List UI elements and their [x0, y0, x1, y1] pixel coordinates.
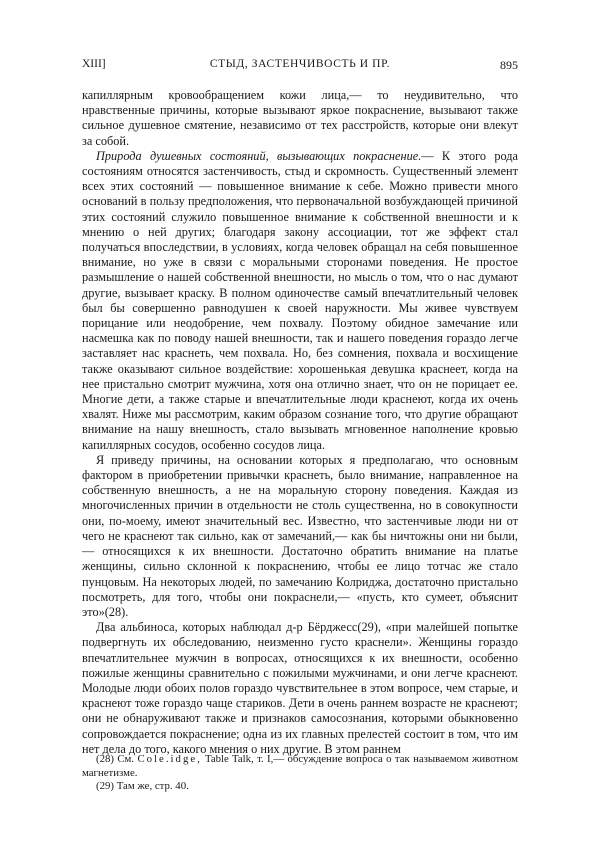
- paragraph-albinos: Два альбиноса, которых наблюдал д-р Бёрджесс(29), «при малейшей попытке подвергнуть их обследованию, неизменно густо краснели». Женщины гораздо впечатлительнее мужчин в вопросах, относящихся к их внешности, особенно пожилые женщины сравнительно с пожилыми мужчинами, и они легче краснеют. Молодые люди обоих полов гораздо чувствительнее в этом вопросе, чем старые, и краснеют тоже гораздо чаще стариков. Дети в очень раннем возрасте не краснеют; они не обнаруживают также и признаков самосознания, которыми обыкновенно сопровождается покраснение; одна из их главных прелестей состоит в том, что им нет дела до того, какого мнения о них другие. В этом раннем: [82, 620, 518, 756]
- footnote-marker: (28): [96, 753, 114, 765]
- footnote-marker: (29): [96, 780, 114, 792]
- paragraph-reasons: Я приведу причины, на основании которых я предполагаю, что основным фактором в приобретении привычки краснеть, было внимание, направленное на собственную внешность, а не на моральную сторону поведения. Каждая из многочисленных причин в отдельности не столь существенна, но в совокупности они, по-моему, имеют значительный вес. Известно, что застенчивые люди ни от чего не краснеют так сильно, как от замечаний,— как бы ничтожны они ни были,— относящихся к их внешности. Достаточно обратить внимание на платье женщины, сильно склонной к покраснению, чтобы ее лицо тотчас же стало пунцовым. На некоторых людей, по замечанию Колриджа, достаточно пристально посмотреть, для того, чтобы они покраснели,— «пусть, кто сумеет, объяснит это»(28).: [82, 452, 518, 619]
- section-heading: Природа душевных состояний, вызывающих покраснение.: [96, 148, 422, 163]
- running-header: [82, 58, 518, 74]
- footnote-author: Cole.idge,: [137, 753, 202, 765]
- body-text: [82, 88, 518, 757]
- footnote-28: (28) См. Cole.idge, Table Talk, т. I,— обсуждение вопроса о так называемом животном магнетизме.: [82, 753, 518, 779]
- paragraph-text: — К этого рода состояниям относятся застенчивость, стыд и скромность. Существенный элемент всех этих состояний — повышенное внимание к себе. Можно привести много оснований в пользу предположения, что первоначальной возбуждающей причиной этих состояний служило повышенное внимание к собственной внешности и к мнению о ней других; благодаря закону ассоциации, тот же эффект стал получаться впоследствии, в условиях, когда человек обращал на себя повышенное внимание, но уже в связи с моральными сторонами поведения. Не простое размышление о нашей собственной внешности, но мысль о том, что о нас думают другие, вызывает краску. В полном одиночестве самый впечатлительный человек был бы совершенно равнодушен к своей наружности. Мы живее чувствуем порицание или неодобрение, чем похвалу. Поэтому обидное замечание или насмешка как по поводу нашей внешности, так и нашего поведения гораздо легче заставляет нас краснеть, чем похвала. Но, без сомнения, похвала и восхищение также оказывают сильное воздействие: хорошенькая девушка краснеет, когда на нее пристально смотрит мужчина, хотя она отлично знает, что он не порицает ее. Многие дети, а также старые и впечатлительные люди краснеют, когда их очень хвалят. Ниже мы рассмотрим, каким образом сознание того, что другие обращают внимание на нашу внешность, стало вызывать мгновенное наполнение кровью капиллярных сосудов, особенно сосудов лица.: [82, 148, 519, 452]
- running-title: СТЫД, ЗАСТЕНЧИВОСТЬ И ПР.: [209, 58, 391, 70]
- footnotes: [82, 753, 518, 794]
- paragraph-continued: капиллярным кровообращением кожи лица,— то неудивительно, что нравственные причины, которые вызывают яркое покраснение, вызывают также сильное душевное смятение, независимо от тех расстройств, которые они влекут за собой.: [82, 88, 518, 148]
- paragraph-nature-of-states: [82, 149, 518, 453]
- chapter-marker: XIII]: [82, 58, 106, 70]
- footnote-29: (29) Там же, стр. 40.: [96, 780, 189, 792]
- page-number: 895: [500, 58, 518, 72]
